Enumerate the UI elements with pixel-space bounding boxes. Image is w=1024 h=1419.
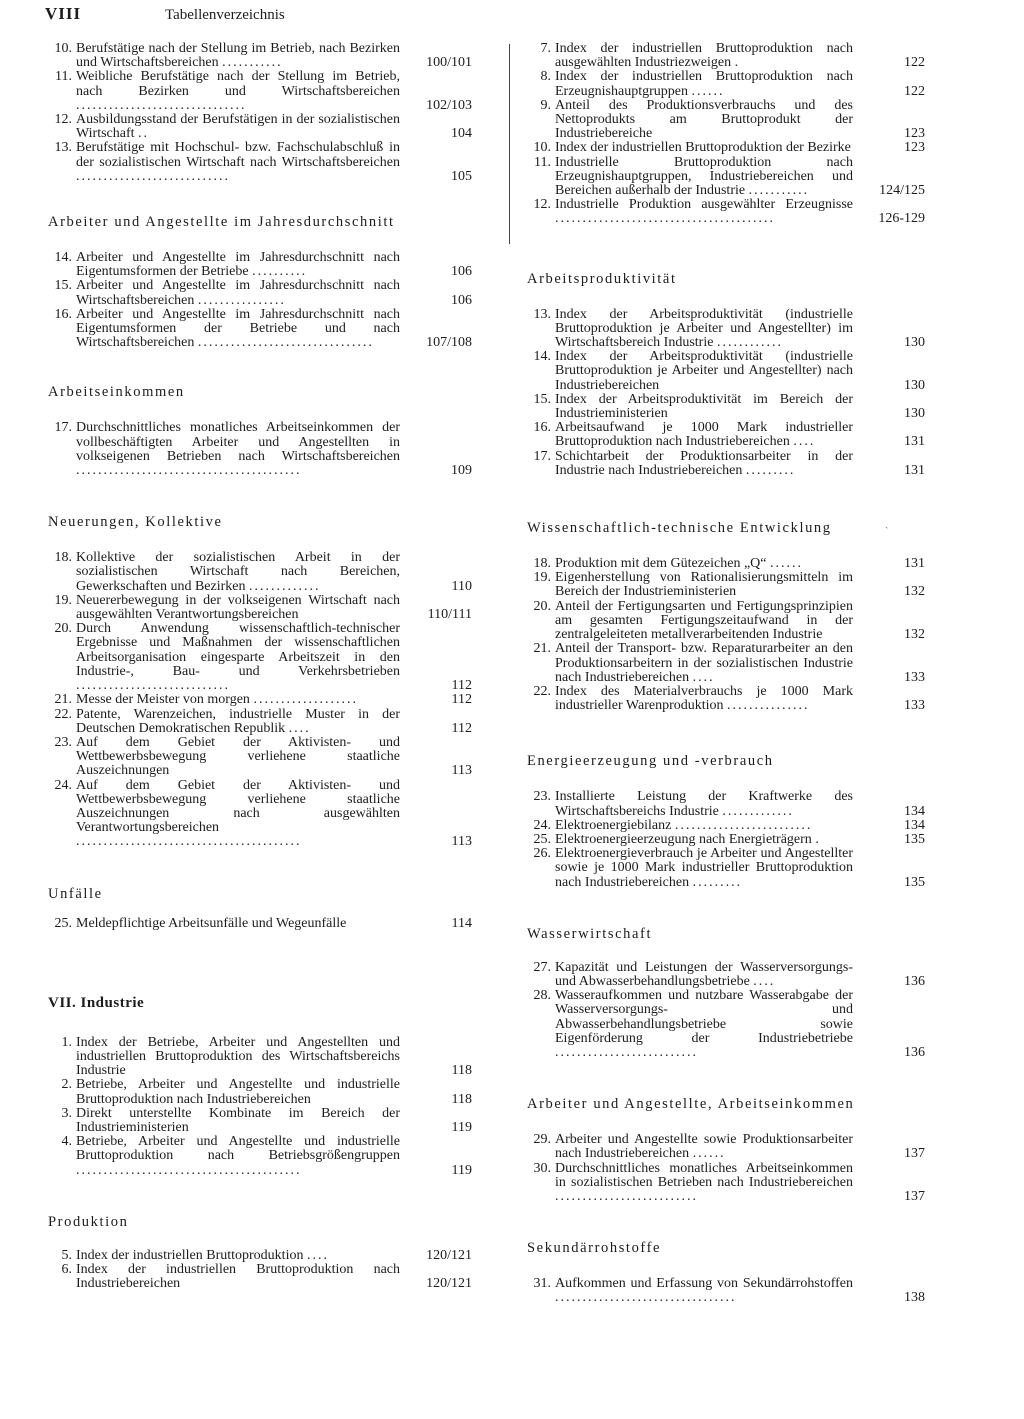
- section-heading: Arbeiter und Angestellte, Arbeitseinkommen: [527, 1096, 855, 1113]
- section-heading: Wissenschaftlich-technische Entwicklung: [527, 520, 832, 537]
- dot-leader: ...........: [222, 55, 283, 71]
- entry-number: 20.: [54, 621, 72, 637]
- entry-title: Neuererbewegung in der volkseigenen Wirtschaft nach ausgewählten Verantwortungsbereichen: [76, 592, 400, 623]
- entry-page-number: 135: [904, 874, 925, 890]
- entry-body: [76, 622, 400, 693]
- entry-title: Anteil des Produktionsverbrauchs und des Nettoprodukts am Bruttoprodukt der Industriebereiche: [555, 97, 853, 142]
- toc-entry[interactable]: [527, 790, 925, 818]
- entry-body: [555, 557, 853, 571]
- toc-entry[interactable]: [48, 736, 472, 779]
- entry-page-number: 105: [451, 168, 472, 184]
- entry-body: [555, 350, 853, 393]
- entry-body: [76, 279, 400, 307]
- dot-leader: .: [734, 55, 741, 71]
- toc-entry[interactable]: [527, 198, 925, 226]
- toc-entry[interactable]: [527, 600, 925, 643]
- page-header: [45, 4, 465, 28]
- entry-number: 23.: [54, 734, 72, 750]
- entry-title: Auf dem Gebiet der Aktivisten- und Wettbewerbsbewegung verliehene staatliche Auszeichnungen nach ausgewählten Verantwortungsbereichen: [76, 777, 400, 836]
- entry-title: Industrielle Bruttoproduktion nach Erzeugnishauptgruppen, Industriebereichen und Bereichen außerhalb der Industrie: [555, 154, 853, 199]
- entry-page-number: 109: [451, 463, 472, 479]
- entry-page-number: 133: [904, 698, 925, 714]
- entry-title: Index der Betriebe, Arbeiter und Angestellten und industriellen Bruttoproduktion des Wirtschaftsbereichs Industrie: [76, 1034, 400, 1079]
- section-heading: Unfälle: [48, 885, 103, 902]
- section-heading: Arbeiter und Angestellte im Jahresdurchschnitt: [48, 214, 395, 231]
- entry-title: Elektroenergiebilanz: [555, 817, 672, 833]
- entry-page-number: 113: [451, 763, 472, 779]
- entry-page-number: 126-129: [878, 211, 925, 227]
- entry-page-number: 100/101: [426, 55, 472, 71]
- entry-body: [76, 917, 400, 931]
- toc-entry[interactable]: [527, 961, 925, 989]
- entry-body: [555, 833, 853, 847]
- entry-title: Index der industriellen Bruttoproduktion: [76, 1247, 304, 1263]
- toc-entry[interactable]: [527, 393, 925, 421]
- toc-entry[interactable]: [48, 1107, 472, 1135]
- dot-leader: .........................................: [76, 1162, 302, 1178]
- entry-number: 25.: [54, 915, 72, 931]
- entry-page-number: 104: [451, 126, 472, 142]
- entry-title: Direkt unterstellte Kombinate im Bereich der Industrieministerien: [76, 1105, 400, 1135]
- entry-title: Index der Arbeitsproduktivität im Bereich der Industrieministerien: [555, 391, 853, 422]
- entry-page-number: 134: [904, 803, 925, 819]
- entry-title: Index der industriellen Bruttoproduktion nach Erzeugnishauptgruppen: [555, 69, 853, 99]
- entry-number: 11.: [55, 69, 72, 85]
- dot-leader: ..: [138, 126, 150, 142]
- toc-entry[interactable]: [48, 1078, 472, 1106]
- entry-page-number: 120/121: [426, 1276, 472, 1292]
- entry-number: 15.: [533, 391, 551, 407]
- section-heading: Arbeitsproduktivität: [527, 270, 677, 287]
- toc-entry[interactable]: [527, 156, 925, 199]
- entry-title: Wasseraufkommen und nutzbare Wasserabgabe der Wasserversorgungs- und Abwasserbehandlungsbetriebe sowie Eigenförderung der Industriebetriebe: [555, 988, 853, 1046]
- toc-entry[interactable]: [48, 622, 472, 693]
- toc-entry[interactable]: [527, 1277, 925, 1305]
- dot-leader: ......: [691, 83, 725, 99]
- entry-title: Kapazität und Leistungen der Wasserversorgungs- und Abwasserbehandlungsbetriebe: [555, 959, 853, 989]
- entry-body: [555, 685, 853, 713]
- entry-number: 20.: [533, 598, 551, 614]
- entry-page-number: 112: [451, 720, 472, 736]
- entry-page-number: 122: [904, 55, 925, 71]
- entry-title: Durchschnittliches monatliches Arbeitseinkommen in sozialistischen Betrieben nach Industriebereichen: [555, 1160, 853, 1190]
- entry-body: [555, 1162, 853, 1205]
- toc-entry[interactable]: [527, 847, 925, 890]
- dot-leader: ........................................: [555, 211, 775, 227]
- section-heading: Neuerungen, Kollektive: [48, 514, 223, 531]
- entry-page-number: 136: [904, 1044, 925, 1060]
- entry-number: 17.: [533, 448, 551, 464]
- entry-number: 15.: [54, 278, 72, 294]
- entry-number: 22.: [54, 706, 72, 722]
- entry-body: [555, 42, 853, 70]
- dot-leader: ................: [197, 292, 286, 308]
- entry-body: [76, 1135, 400, 1178]
- section-heading: Wasserwirtschaft: [527, 925, 653, 942]
- column-divider: [509, 44, 510, 244]
- entry-number: 19.: [54, 592, 72, 608]
- entry-page-number: 130: [904, 335, 925, 351]
- entry-body: [76, 736, 400, 779]
- entry-title: Weibliche Berufstätige nach der Stellung im Betrieb, nach Bezirken und Wirtschaftsbereichen: [76, 69, 400, 99]
- entry-body: [76, 113, 400, 141]
- toc-entry[interactable]: [48, 1249, 472, 1263]
- entry-number: 19.: [533, 570, 551, 586]
- entry-page-number: 131: [904, 556, 925, 572]
- entry-number: 13.: [533, 306, 551, 322]
- entry-number: 26.: [533, 846, 551, 862]
- entry-page-number: 119: [451, 1162, 472, 1178]
- dot-leader: ....: [288, 720, 311, 736]
- entry-page-number: 106: [451, 264, 472, 280]
- toc-entry[interactable]: [527, 99, 925, 142]
- entry-body: [76, 1078, 400, 1106]
- toc-entry[interactable]: [48, 251, 472, 279]
- dot-leader: .........................................: [76, 834, 302, 850]
- entry-number: 9.: [540, 97, 551, 113]
- entry-number: 31.: [533, 1276, 551, 1292]
- entry-title: Durchschnittliches monatliches Arbeitseinkommen der vollbeschäftigten Arbeiter und Angestellten in volkseigenen Betrieben nach Wirtschaftsbereichen: [76, 420, 400, 464]
- toc-entry[interactable]: [527, 642, 925, 685]
- entry-title: Berufstätige nach der Stellung im Betrieb, nach Bezirken und Wirtschaftsbereichen: [76, 41, 400, 71]
- part-heading: VII. Industrie: [48, 994, 145, 1011]
- entry-number: 12.: [54, 112, 72, 128]
- entry-body: [555, 819, 853, 833]
- dot-leader: ..........................: [555, 1044, 698, 1060]
- entry-number: 3.: [61, 1105, 72, 1121]
- entry-body: [555, 156, 853, 199]
- entry-page-number: 123: [904, 126, 925, 142]
- entry-title: Elektroenergieverbrauch je Arbeiter und Angestellter sowie je 1000 Mark industrieller Bruttoproduktion nach Industriebereichen: [555, 846, 853, 890]
- toc-right-column: [527, 42, 925, 1306]
- entry-body: [76, 1036, 400, 1079]
- entry-body: [555, 421, 853, 449]
- entry-page-number: 130: [904, 406, 925, 422]
- entry-title: Index der Arbeitsproduktivität (industrielle Bruttoproduktion je Arbeiter und Angestellter) nach Industriebereichen: [555, 349, 853, 393]
- dot-leader: .................................: [555, 1290, 737, 1306]
- entry-body: [555, 450, 853, 478]
- toc-entry[interactable]: [527, 685, 925, 713]
- dot-leader: .: [815, 831, 821, 847]
- entry-title: Arbeiter und Angestellte im Jahresdurchschnitt nach Eigentumsformen der Betriebe und nach Wirtschaftsbereichen: [76, 306, 400, 351]
- entry-page-number: 132: [904, 584, 925, 600]
- toc-entry[interactable]: [48, 70, 472, 113]
- entry-number: 10.: [54, 41, 72, 56]
- toc-entry[interactable]: [527, 421, 925, 449]
- entry-number: 7.: [540, 41, 551, 56]
- entry-number: 22.: [533, 683, 551, 699]
- dot-leader: ....: [692, 669, 715, 685]
- dot-leader: .........................................: [76, 463, 302, 479]
- entry-number: 28.: [533, 988, 551, 1004]
- toc-entry[interactable]: [527, 308, 925, 351]
- entry-body: [555, 989, 853, 1060]
- entry-title: Index der industriellen Bruttoproduktion nach Industriebereichen: [76, 1261, 400, 1292]
- entry-page-number: 131: [904, 434, 925, 450]
- entry-body: [555, 571, 853, 599]
- entry-title: Betriebe, Arbeiter und Angestellte und industrielle Bruttoproduktion nach Betriebsgrößengruppen: [76, 1134, 400, 1164]
- entry-body: [555, 99, 853, 142]
- entry-number: 25.: [533, 831, 551, 847]
- toc-entry[interactable]: [48, 113, 472, 141]
- dot-leader: .........: [692, 874, 743, 890]
- toc-entry[interactable]: [527, 989, 925, 1060]
- toc-entry[interactable]: [527, 70, 925, 98]
- toc-entry[interactable]: [527, 557, 925, 571]
- entry-page-number: 107/108: [426, 335, 472, 351]
- dot-leader: .............: [248, 578, 321, 594]
- dot-leader: ..........: [252, 264, 308, 280]
- toc-entry[interactable]: [48, 308, 472, 351]
- entry-body: [76, 779, 400, 850]
- entry-page-number: 137: [904, 1188, 925, 1204]
- entry-title: Index der industriellen Bruttoproduktion nach ausgewählten Industriezweigen: [555, 41, 853, 71]
- entry-body: [76, 251, 400, 279]
- dot-leader: ...............: [727, 698, 810, 714]
- toc-entry[interactable]: [48, 1263, 472, 1291]
- dot-leader: ...............................: [76, 97, 247, 113]
- entry-page-number: 138: [904, 1290, 925, 1306]
- entry-number: 18.: [54, 550, 72, 566]
- toc-entry[interactable]: [48, 279, 472, 307]
- entry-body: [76, 551, 400, 594]
- section-heading: Produktion: [48, 1213, 129, 1230]
- toc-entry[interactable]: [527, 571, 925, 599]
- entry-page-number: 131: [904, 462, 925, 478]
- entry-body: [555, 393, 853, 421]
- entry-page-number: 132: [904, 627, 925, 643]
- entry-page-number: 114: [451, 915, 472, 931]
- entry-number: 4.: [61, 1134, 72, 1150]
- toc-entry[interactable]: [527, 833, 925, 847]
- entry-body: [555, 70, 853, 98]
- entry-page-number: 106: [451, 292, 472, 308]
- dot-leader: .............: [722, 803, 794, 819]
- entry-title: Patente, Warenzeichen, industrielle Muster in der Deutschen Demokratischen Republik: [76, 706, 400, 736]
- dot-leader: ....: [793, 434, 816, 450]
- entry-body: [76, 1263, 400, 1291]
- entry-title: Berufstätige mit Hochschul- bzw. Fachschulabschluß in der sozialistischen Wirtschaft nach Wirtschaftsbereichen: [76, 140, 400, 170]
- entry-page-number: 137: [904, 1146, 925, 1162]
- entry-number: 14.: [54, 250, 72, 266]
- entry-body: [555, 198, 853, 226]
- toc-entry[interactable]: [527, 450, 925, 478]
- entry-body: [76, 1107, 400, 1135]
- toc-entry[interactable]: [527, 1133, 925, 1161]
- toc-entry[interactable]: [48, 1036, 472, 1079]
- entry-title: Aufkommen und Erfassung von Sekundärrohstoffen: [555, 1276, 853, 1292]
- toc-entry[interactable]: [527, 819, 925, 833]
- dot-leader: ....: [306, 1247, 329, 1263]
- entry-number: 13.: [54, 140, 72, 156]
- entry-title: Durch Anwendung wissenschaftlich-technischer Ergebnisse und Maßnahmen der wissenschaftlichen Arbeitsorganisation eingesparte Arbeitszeit in den Industrie-, Bau- und Verkehrsbetrieben: [76, 621, 400, 679]
- dot-leader: ............: [716, 335, 783, 351]
- entry-number: 21.: [54, 692, 72, 708]
- entry-title: Installierte Leistung der Kraftwerke des Wirtschaftsbereichs Industrie: [555, 789, 853, 819]
- entry-number: 2.: [61, 1077, 72, 1093]
- entry-page-number: 118: [451, 1091, 472, 1107]
- entry-page-number: 102/103: [426, 97, 472, 113]
- entry-number: 30.: [533, 1160, 551, 1176]
- entry-number: 18.: [533, 556, 551, 572]
- entry-title: Ausbildungsstand der Berufstätigen in der sozialistischen Wirtschaft: [76, 112, 400, 142]
- dot-leader: .........: [745, 462, 796, 478]
- entry-title: Betriebe, Arbeiter und Angestellte und industrielle Bruttoproduktion nach Industriebereichen: [76, 1077, 400, 1107]
- entry-number: 11.: [534, 154, 551, 170]
- entry-body: [555, 642, 853, 685]
- section-heading: Energieerzeugung und -verbrauch: [527, 753, 774, 770]
- entry-page-number: 136: [904, 973, 925, 989]
- toc-entry[interactable]: [527, 141, 925, 155]
- entry-page-number: 113: [451, 834, 472, 850]
- entry-title: Arbeitsaufwand je 1000 Mark industrieller Bruttoproduktion nach Industriebereichen: [555, 420, 853, 450]
- entry-body: [555, 1277, 853, 1305]
- entry-number: 12.: [533, 197, 551, 213]
- entry-title: Arbeiter und Angestellte im Jahresdurchschnitt nach Wirtschaftsbereichen: [76, 278, 400, 308]
- entry-body: [555, 1133, 853, 1161]
- entry-body: [76, 693, 400, 707]
- toc-entry[interactable]: [48, 779, 472, 850]
- entry-number: 16.: [54, 306, 72, 322]
- entry-page-number: 123: [904, 140, 925, 156]
- entry-page-number: 119: [451, 1119, 472, 1135]
- entry-body: [76, 708, 400, 736]
- entry-title: Index des Materialverbrauchs je 1000 Mark industrieller Warenproduktion: [555, 683, 853, 714]
- entry-title: Meldepflichtige Arbeitsunfälle und Wegeunfälle: [76, 915, 347, 931]
- entry-body: [76, 308, 400, 351]
- entry-number: 5.: [61, 1247, 72, 1263]
- toc-entry[interactable]: [527, 350, 925, 393]
- toc-entry[interactable]: [48, 141, 472, 184]
- toc-left-column: [48, 42, 472, 1291]
- page-title: Tabellenverzeichnis: [165, 7, 285, 23]
- entry-body: [555, 141, 853, 155]
- entry-body: [76, 141, 400, 184]
- entry-title: Anteil der Fertigungsarten und Fertigungsprinzipien am gesamten Fertigungszeitaufwand in der zentralgeleiteten metallverarbeitenden Industrie: [555, 598, 853, 643]
- dot-leader: ......: [770, 556, 803, 572]
- dot-leader: ................................: [197, 335, 374, 351]
- entry-number: 1.: [61, 1034, 72, 1050]
- toc-entry[interactable]: [527, 1162, 925, 1205]
- toc-entry[interactable]: [48, 551, 472, 594]
- entry-page-number: 112: [451, 692, 472, 708]
- toc-entry[interactable]: [48, 1135, 472, 1178]
- entry-number: 27.: [533, 959, 551, 975]
- entry-page-number: 134: [904, 817, 925, 833]
- entry-number: 8.: [540, 69, 551, 85]
- entry-title: Schichtarbeit der Produktionsarbeiter in der Industrie nach Industriebereichen: [555, 448, 853, 478]
- entry-body: [555, 308, 853, 351]
- entry-page-number: 112: [451, 678, 472, 694]
- entry-body: [76, 70, 400, 113]
- entry-number: 24.: [533, 817, 551, 833]
- entry-title: Kollektive der sozialistischen Arbeit in der sozialistischen Wirtschaft nach Bereichen, Gewerkschaften und Bezirken: [76, 550, 400, 594]
- entry-title: Messe der Meister von morgen: [76, 692, 250, 708]
- entry-page-number: 130: [904, 377, 925, 393]
- entry-number: 6.: [61, 1261, 72, 1277]
- entry-title: Industrielle Produktion ausgewählter Erzeugnisse: [555, 197, 853, 213]
- entry-body: [555, 847, 853, 890]
- toc-entry[interactable]: [527, 42, 925, 70]
- entry-page-number: 120/121: [426, 1247, 472, 1263]
- entry-title: Arbeiter und Angestellte im Jahresdurchschnitt nach Eigentumsformen der Betriebe: [76, 250, 400, 280]
- margin-mark: ˎ: [885, 518, 889, 529]
- dot-leader: ...................: [253, 692, 358, 708]
- entry-number: 17.: [54, 420, 72, 436]
- entry-body: [555, 790, 853, 818]
- entry-number: 24.: [54, 777, 72, 793]
- section-heading: Arbeitseinkommen: [48, 384, 185, 401]
- entry-title: Elektroenergieerzeugung nach Energieträgern: [555, 831, 812, 847]
- toc-entry[interactable]: [48, 594, 472, 622]
- entry-page-number: 110/111: [427, 607, 472, 623]
- entry-page-number: 118: [451, 1063, 472, 1079]
- dot-leader: ..........................: [555, 1188, 698, 1204]
- entry-body: [555, 961, 853, 989]
- entry-number: 21.: [533, 641, 551, 657]
- entry-title: Produktion mit dem Gütezeichen „Q“: [555, 556, 767, 572]
- dot-leader: ...........: [748, 183, 810, 199]
- page-number: VIII: [45, 4, 82, 23]
- entry-body: [76, 42, 400, 70]
- toc-entry[interactable]: [48, 42, 472, 70]
- section-heading: Sekundärrohstoffe: [527, 1240, 662, 1257]
- entry-title: Arbeiter und Angestellte sowie Produktionsarbeiter nach Industriebereichen: [555, 1132, 853, 1162]
- entry-title: Index der industriellen Bruttoproduktion der Bezirke: [555, 140, 851, 156]
- toc-entry[interactable]: [48, 421, 472, 478]
- entry-number: 14.: [533, 349, 551, 365]
- entry-number: 29.: [533, 1132, 551, 1148]
- entry-number: 10.: [533, 140, 551, 156]
- entry-title: Eigenherstellung von Rationalisierungsmitteln im Bereich der Industrieministerien: [555, 570, 853, 600]
- toc-entry[interactable]: [48, 693, 472, 707]
- entry-body: [76, 594, 400, 622]
- entry-body: [76, 421, 400, 478]
- dot-leader: .........................: [674, 817, 813, 833]
- dot-leader: ............................: [76, 168, 230, 184]
- toc-entry[interactable]: [48, 917, 472, 931]
- entry-body: [555, 600, 853, 643]
- entry-number: 16.: [533, 420, 551, 436]
- entry-body: [76, 1249, 400, 1263]
- entry-page-number: 124/125: [879, 183, 925, 199]
- toc-entry[interactable]: [48, 708, 472, 736]
- entry-page-number: 110: [451, 578, 472, 594]
- dot-leader: ......: [692, 1146, 726, 1162]
- dot-leader: ....: [753, 973, 776, 989]
- entry-page-number: 133: [904, 669, 925, 685]
- entry-title: Auf dem Gebiet der Aktivisten- und Wettbewerbsbewegung verliehene staatliche Auszeichnungen: [76, 734, 400, 779]
- entry-page-number: 135: [904, 831, 925, 847]
- entry-title: Anteil der Transport- bzw. Reparaturarbeiter an den Produktionsarbeitern in der sozialistischen Industrie nach Industriebereichen: [555, 641, 853, 685]
- entry-page-number: 122: [904, 83, 925, 99]
- dot-leader: ............................: [76, 678, 230, 694]
- entry-number: 23.: [533, 789, 551, 805]
- entry-title: Index der Arbeitsproduktivität (industrielle Bruttoproduktion je Arbeiter und Angestellter) im Wirtschaftsbereich Industrie: [555, 306, 853, 351]
